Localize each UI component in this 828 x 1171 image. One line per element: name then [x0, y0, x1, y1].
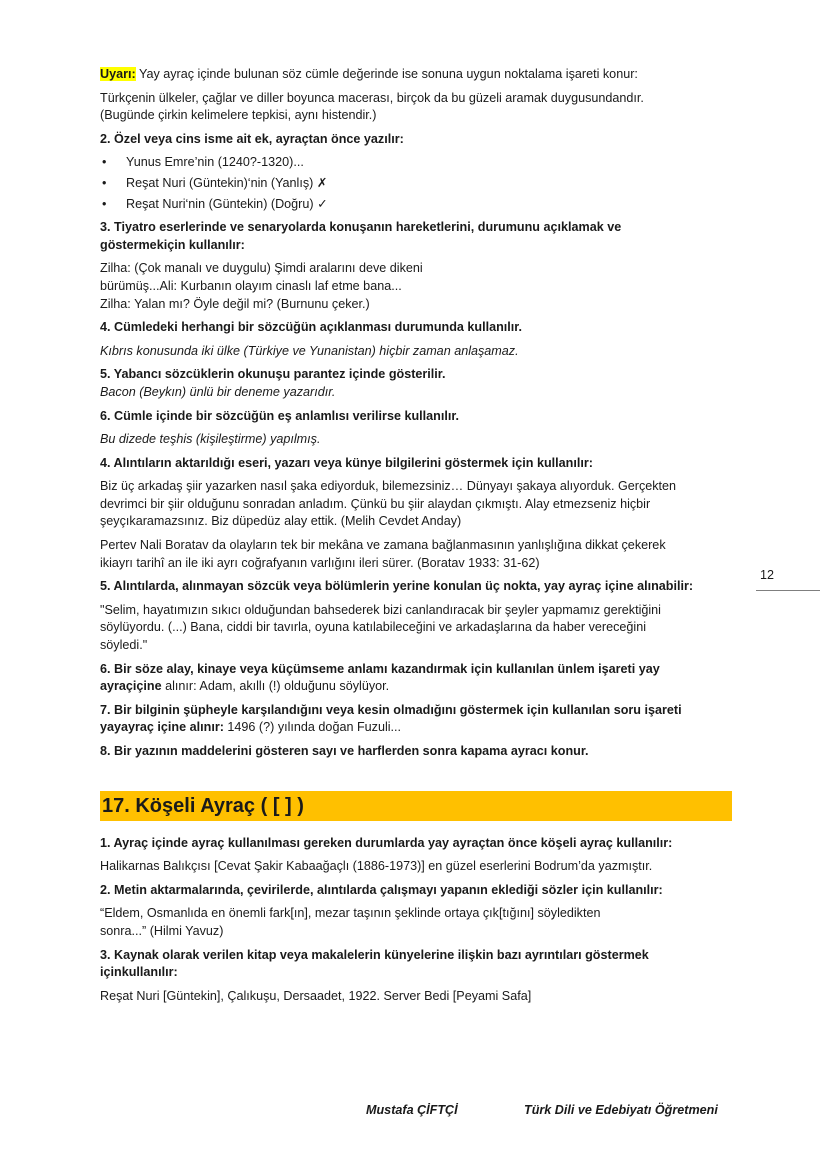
- example-6: Bu dizede teşhis (kişileştirme) yapılmış.: [100, 432, 321, 447]
- quote-line: Pertev Nali Boratav da olayların tek bir mekâna ve zamana bağlanmasının yanlışlığına dikkat çekerek: [100, 538, 666, 553]
- document-body: [100, 66, 732, 1011]
- footer-role: Türk Dili ve Edebiyatı Öğretmeni: [524, 1103, 718, 1117]
- quote-line: devrimci bir şiir olduğunu sonradan anladım. Çünkü bu şiir alaydan çıkmıştı. Alay etmezseniz hiçbir: [100, 496, 651, 511]
- heading-line: 6. Bir söze alay, kinaye veya küçümseme anlamı kazandırmak için kullanılan ünlem işareti yay: [100, 661, 660, 676]
- heading-line: göstermekiçin kullanılır:: [100, 237, 245, 252]
- quote-line: Biz üç arkadaş şiir yazarken nasıl şaka ediyorduk, bilemezsiniz… Dünyayı şakaya alıyorduk. Gerçekten: [100, 479, 677, 494]
- quote-line: söylüyordu. (...) Bana, ciddi bir tavırla, oyuna katılabileceğini ve arkadaşlarına da haber vereceğini: [100, 620, 647, 635]
- quote-line: “Eldem, Osmanlıda en önemli fark[ın], mezar taşının şeklinde ortaya çık[tığını] söyledikten: [100, 906, 601, 921]
- heading-line: yayayraç içine alınır:: [100, 720, 224, 735]
- dialog-line: bürümüş...Ali: Kurbanın olayım cinaslı laf etme bana...: [100, 278, 402, 293]
- quote-1: [100, 478, 732, 531]
- rule-heading-3: [100, 219, 732, 254]
- k-example-2: [100, 905, 732, 940]
- quote-line: "Selim, hayatımızın sıkıcı olduğundan bahsederek bizi canlandıracak bir şeyler yapmamız gerektiğini: [100, 602, 661, 617]
- k-example-1: Halikarnas Balıkçısı [Cevat Şakir Kabaağaçlı (1886-1973)] en güzel eserlerini Bodrum’da yazmıştır.: [100, 859, 653, 874]
- warning-label: Uyarı:: [100, 67, 136, 81]
- quote-line: şeyçıkaramazsınız. Biz düpedüz alay ettik. (Melih Cevdet Anday): [100, 514, 462, 529]
- example-inline: 1496 (?) yılında doğan Fuzuli...: [223, 720, 402, 735]
- dialog-line: Zilha: Yalan mı? Öyle değil mi? (Burnunu çeker.): [100, 296, 370, 311]
- rule-5-block: [100, 366, 732, 401]
- dialog-example: [100, 260, 732, 313]
- example-line: Türkçenin ülkeler, çağlar ve diller boyunca macerası, birçok da bu güzeli aramak duygusundandır.: [100, 90, 644, 105]
- heading-line: 3. Tiyatro eserlerinde ve senaryolarda konuşanın hareketlerini, durumunu açıklamak ve: [100, 220, 622, 235]
- rule-6b-block: [100, 661, 732, 696]
- list-item: • Reşat Nuri‘nin (Güntekin) (Doğru) ✓: [126, 196, 732, 214]
- dialog-line: Zilha: (Çok manalı ve duygulu) Şimdi aralarını deve dikeni: [100, 261, 423, 276]
- k-rule-1: 1. Ayraç içinde ayraç kullanılması gereken durumlarda yay ayraçtan önce köşeli ayraç kullanılır:: [100, 835, 673, 850]
- k-example-3: Reşat Nuri [Güntekin], Çalıkuşu, Dersaadet, 1922. Server Bedi [Peyami Safa]: [100, 988, 532, 1003]
- quote-3: [100, 602, 732, 655]
- quote-2: [100, 537, 732, 572]
- rule-7-block: [100, 702, 732, 737]
- warning-paragraph: [100, 66, 732, 84]
- list-item: • Yunus Emre’nin (1240?-1320)...: [126, 154, 732, 172]
- bullet-list: [100, 154, 732, 213]
- section-heading-17: 17. Köşeli Ayraç ( [ ] ): [100, 791, 732, 821]
- rule-heading-6: 6. Cümle içinde bir sözcüğün eş anlamlısı verilirse kullanılır.: [100, 408, 460, 423]
- heading-line: ayraçiçine: [100, 679, 162, 694]
- page-number-rule: [756, 590, 820, 591]
- rule-heading-5b: 5. Alıntılarda, alınmayan sözcük veya bölümlerin yerine konulan üç nokta, yay ayraç içine alınabilir:: [100, 579, 694, 594]
- heading-line: içinkullanılır:: [100, 965, 178, 980]
- example-inline: alınır: Adam, akıllı (!) olduğunu söylüyor.: [161, 679, 390, 694]
- warning-text: Yay ayraç içinde bulunan söz cümle değerinde ise sonuna uygun noktalama işareti konur:: [135, 67, 638, 81]
- example-line: (Bugünde çirkin kelimelere tepkisi, aynı histendir.): [100, 108, 377, 123]
- example-4: Kıbrıs konusunda iki ülke (Türkiye ve Yunanistan) hiçbir zaman anlaşamaz.: [100, 343, 519, 358]
- quote-line: ikiayrı tarihî an ile iki ayrı coğrafyanın varlığını ileri sürer. (Boratav 1933: 31-62): [100, 555, 540, 570]
- quote-line: söyledi.": [100, 638, 148, 653]
- list-item: • Reşat Nuri (Güntekin)‘nin (Yanlış) ✗: [126, 175, 732, 193]
- page-number: 12: [760, 568, 775, 582]
- rule-heading-8: 8. Bir yazının maddelerini gösteren sayı ve harflerden sonra kapama ayracı konur.: [100, 744, 589, 758]
- rule-heading-4: 4. Cümledeki herhangi bir sözcüğün açıklanması durumunda kullanılır.: [100, 320, 522, 335]
- k-rule-3: [100, 947, 732, 982]
- rule-heading-2: 2. Özel veya cins isme ait ek, ayraçtan önce yazılır:: [100, 131, 404, 146]
- quote-line: sonra...” (Hilmi Yavuz): [100, 923, 224, 938]
- footer-author: Mustafa ÇİFTÇİ: [366, 1103, 458, 1117]
- heading-line: 3. Kaynak olarak verilen kitap veya makalelerin künyelerine ilişkin bazı ayrıntıları göstermek: [100, 947, 649, 962]
- rule-heading-5: 5. Yabancı sözcüklerin okunuşu parantez içinde gösterilir.: [100, 367, 446, 382]
- example-paragraph-1: [100, 90, 732, 125]
- heading-line: 7. Bir bilginin şüpheyle karşılandığını veya kesin olmadığını göstermek için kullanılan soru işareti: [100, 702, 682, 717]
- example-5: Bacon (Beykın) ünlü bir deneme yazarıdır.: [100, 384, 336, 399]
- rule-heading-4b: 4. Alıntıların aktarıldığı eseri, yazarı veya künye bilgilerini göstermek için kullanılır:: [100, 455, 593, 470]
- k-rule-2: 2. Metin aktarmalarında, çevirilerde, alıntılarda çalışmayı yapanın eklediği sözler için kullanılır:: [100, 882, 663, 897]
